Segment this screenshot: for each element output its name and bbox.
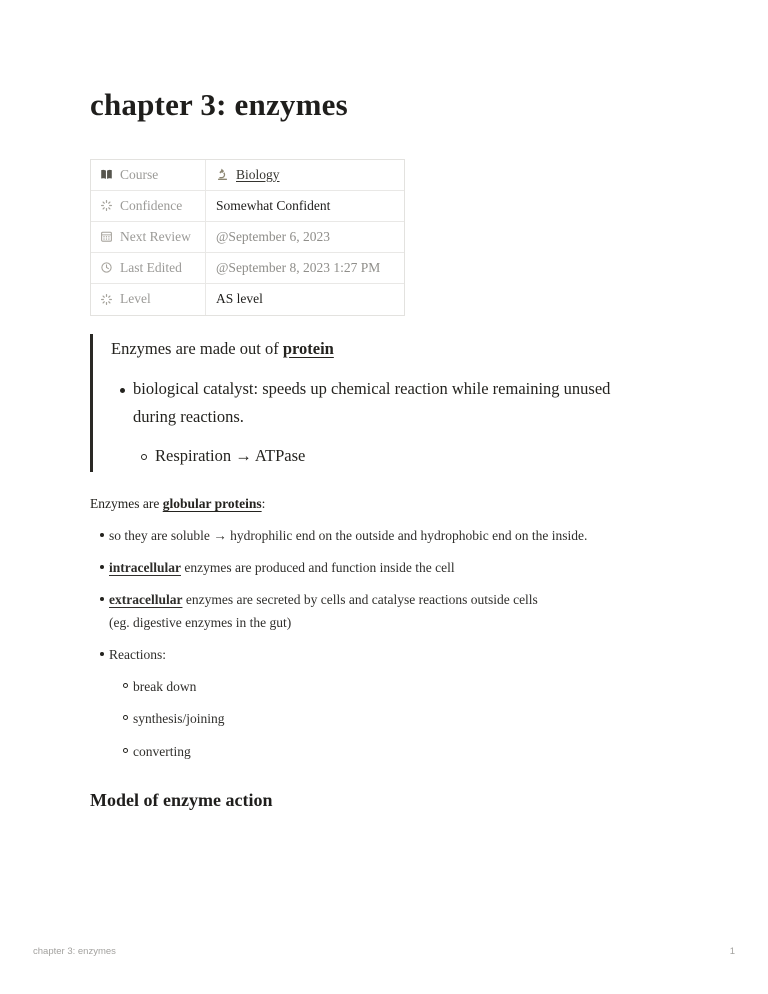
property-value-last-edited [206, 253, 404, 283]
property-row-course [91, 160, 404, 191]
property-label-course [91, 160, 206, 190]
list-item-text: converting [133, 743, 191, 759]
quote-intro-bold-term: protein [282, 338, 334, 358]
property-value-confidence [206, 191, 404, 221]
property-label-text: Next Review [120, 228, 191, 244]
property-value-level [206, 284, 404, 315]
book-icon [100, 168, 113, 181]
bullet-marker [94, 589, 109, 634]
list-item-text: synthesis/joining [133, 711, 225, 727]
extracellular-term: extracellular [109, 592, 183, 608]
property-value-text: AS level [216, 291, 263, 307]
list-item [90, 589, 680, 634]
bullet-marker [94, 644, 109, 666]
list-item [133, 442, 680, 470]
list-item-text: Respiration → ATPase [155, 446, 306, 466]
list-item-text: (eg. digestive enzymes in the gut) [109, 614, 292, 630]
property-row-level [91, 284, 404, 315]
sub-bullet-marker [117, 676, 133, 698]
property-label-level [91, 284, 206, 315]
property-label-next-review [91, 222, 206, 252]
property-row-next-review [91, 222, 404, 253]
list-item [117, 676, 680, 698]
quote-block [90, 334, 680, 473]
list-item-text [109, 557, 455, 579]
page-footer [33, 946, 735, 957]
properties-table [90, 159, 405, 316]
list-item-text: Reactions: [109, 646, 166, 662]
page-title: chapter 3: enzymes [90, 87, 348, 122]
paragraph-globular [90, 493, 680, 515]
section-heading: Model of enzyme action [90, 790, 273, 810]
sub-bullet-marker [117, 741, 133, 763]
property-label-text: Level [120, 291, 151, 307]
paragraph-text: : [261, 496, 266, 512]
quote-intro [111, 336, 680, 362]
microscope-icon [216, 168, 229, 181]
reactions-sub-list [117, 676, 680, 763]
spinner-icon [100, 293, 113, 306]
body-bullet-list [90, 525, 680, 763]
property-value-course [206, 160, 404, 190]
footer-title: chapter 3: enzymes [33, 946, 116, 957]
paragraph-text: Enzymes are [90, 496, 163, 512]
spinner-icon [100, 199, 113, 212]
property-value-text: Somewhat Confident [216, 197, 331, 213]
property-label-last-edited [91, 253, 206, 283]
list-item [117, 708, 680, 730]
biology-link[interactable]: Biology [236, 166, 280, 182]
sub-bullet-marker [133, 442, 155, 470]
footer-page-number: 1 [729, 946, 735, 957]
property-label-text: Course [120, 166, 159, 182]
list-item [90, 644, 680, 666]
sub-bullet-marker [117, 708, 133, 730]
intracellular-term: intracellular [109, 560, 181, 576]
list-item-text: enzymes are produced and function inside the cell [180, 560, 455, 576]
bullet-marker [94, 525, 109, 547]
list-item-text [109, 589, 538, 634]
property-row-confidence [91, 191, 404, 222]
list-item [111, 375, 680, 431]
property-label-text: Last Edited [120, 259, 182, 275]
list-item [117, 741, 680, 763]
list-item-text: enzymes are secreted by cells and catalyse reactions outside cells [182, 592, 538, 608]
calendar-icon [100, 230, 113, 243]
clock-icon [100, 261, 113, 274]
quote-intro-text: Enzymes are made out of [111, 338, 283, 358]
bullet-marker [94, 557, 109, 579]
property-value-next-review [206, 222, 404, 252]
list-item [90, 557, 680, 579]
quote-bullet-list [111, 375, 680, 470]
property-row-last-edited [91, 253, 404, 284]
property-label-text: Confidence [120, 197, 183, 213]
list-item-text: so they are soluble → hydrophilic end on the outside and hydrophobic end on the inside. [109, 527, 588, 543]
list-item [90, 525, 680, 547]
property-label-confidence [91, 191, 206, 221]
property-value-text: @September 8, 2023 1:27 PM [216, 259, 381, 275]
globular-proteins-term: globular proteins [162, 496, 262, 512]
list-item-text: break down [133, 679, 197, 695]
property-value-text: @September 6, 2023 [216, 228, 331, 244]
list-item-text: biological catalyst: speeds up chemical reaction while remaining unused during reactions. [133, 379, 611, 427]
bullet-marker [111, 375, 133, 431]
